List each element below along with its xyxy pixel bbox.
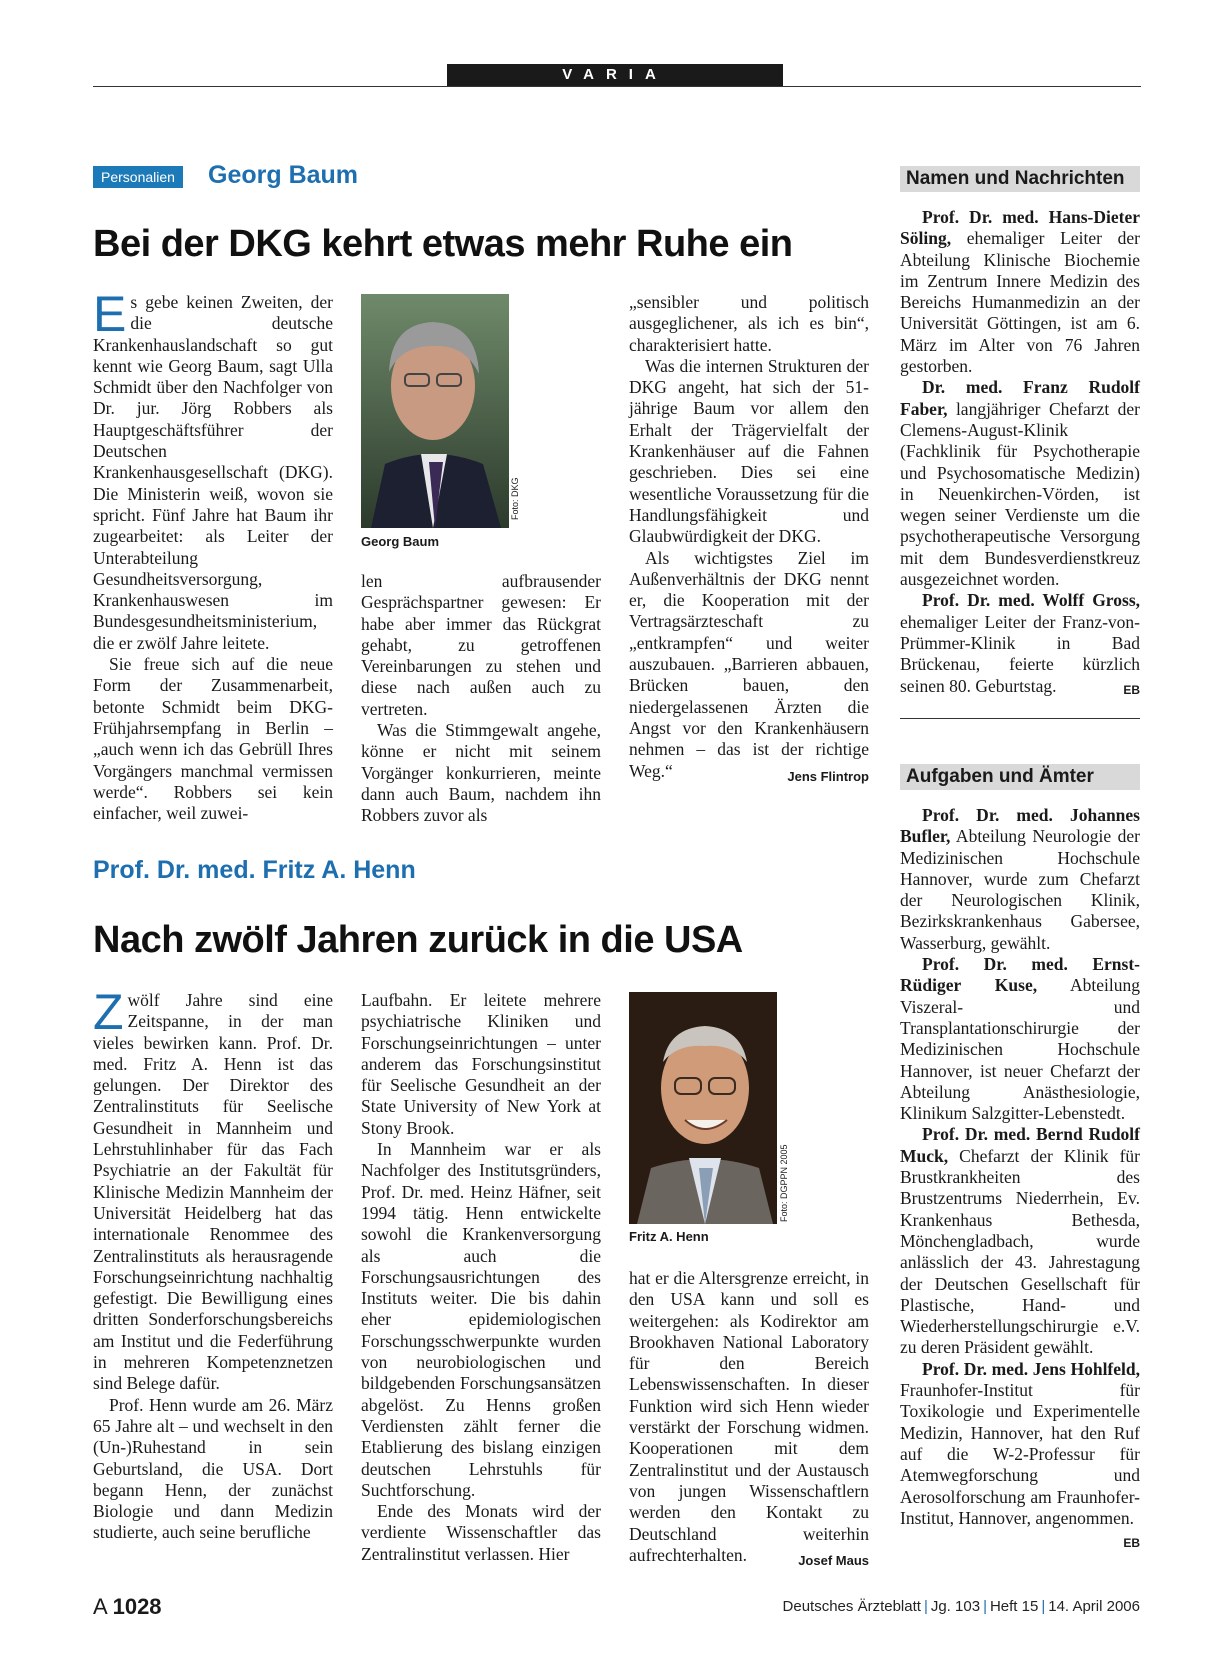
sidebar-entry xyxy=(900,1358,1140,1551)
article2-col1-p2: Prof. Henn wurde am 26. März 65 Jahre alt – und wechselt in den (Un-)Ruhestand in sein Geburtsland, die USA. Dort begann Henn, der zunächst Biologie und dann Medizin studierte, auch seine berufliche xyxy=(93,1394,333,1543)
article1-col1-p2: Sie freue sich auf die neue Form der Zusammenarbeit, betonte Schmidt beim DKG-Frühjahrsempfang in Berlin – „auch wenn ich das Gebrüll Ihres Vorgängers manchmal vermissen werde“. Robbers sei kein einfacher, weil zuwei- xyxy=(93,654,333,824)
entry-text: Fraunhofer-Institut für Toxikologie und Experimentelle Medizin, Hannover, hat den Ruf auf die W-2-Professur für Atemwegforschung und Aerosolforschung am Fraunhofer-Institut, Hannover, angenommen. xyxy=(900,1380,1140,1528)
volume: Jg. 103 xyxy=(930,1598,981,1615)
footer-publication-info xyxy=(783,1598,1140,1615)
article1-col3-p3: Als wichtigstes Ziel im Außenverhältnis der DKG nennt er, die Kooperation mit der Vertragsärzteschaft zu „entkrampfen“ und weiter auszubauen. „Barrieren abbauen, Brücken bauen, den niedergelassenen Ärzten die Angst vor den Krankenhäusern nehmen – das ist der richtige Weg.“ xyxy=(629,547,869,781)
sidebar-entry xyxy=(900,954,1140,1124)
entry-text: langjähriger Chefarzt der Clemens-August-Klinik (Fachklinik für Psychotherapie und Psychosomatische Medizin) in Neuenkirchen-Vörden, ist wegen seiner Verdienste um die psychotherapeutische Versorgung mit dem Bundesverdienstkreuz ausgezeichnet worden. xyxy=(900,398,1140,590)
sidebar-entry xyxy=(900,1124,1140,1358)
photo-caption: Fritz A. Henn xyxy=(629,1229,709,1244)
article2-col3 xyxy=(629,1268,869,1571)
dropcap: Z xyxy=(93,984,124,1040)
article2-col1-p1: wölf Jahre sind eine Zeitspanne, in der man vieles bewirken kann. Prof. Dr. med. Fritz A. Henn ist das gelungen. Der Direktor des Zentralinstituts für Seelische Gesundheit in Mannheim und Lehrstuhlinhaber für das Fach Psychiatrie an der Fakultät für Klinische Medizin Mannheim der Universität Heidelberg hat das internationale Renommee des Zentralinstituts als herausragende Forschungseinrichtung nachhaltig gefestigt. Die Bewilligung eines dritten Sonderforschungsbereichs am Institut und die Federführung in mehreren Kompetenznetzen sind Belege dafür. xyxy=(93,990,333,1394)
sidebar-author: EB xyxy=(1123,1536,1140,1551)
article1-headline: Bei der DKG kehrt etwas mehr Ruhe ein xyxy=(93,223,793,265)
namen-nachrichten-box xyxy=(900,207,1140,701)
article1-author: Jens Flintrop xyxy=(787,768,869,784)
issue-date: 14. April 2006 xyxy=(1048,1598,1140,1615)
article1-col2-p2: Was die Stimmgewalt angehe, könne er nicht mit seinem Vorgänger konkurrieren, meinte dann auch Baum, nachdem ihn Robbers zuvor als xyxy=(361,720,601,826)
article2-kicker: Prof. Dr. med. Fritz A. Henn xyxy=(93,856,416,884)
person-name: Prof. Dr. med. Bernd Rudolf Muck, xyxy=(900,1124,1140,1166)
sidebar-entry xyxy=(900,377,1140,590)
photo-credit: Foto: DKG xyxy=(510,477,520,520)
sidebar-author: EB xyxy=(1123,682,1140,697)
entry-text: ehemaliger Leiter der Abteilung Klinische Biochemie im Zentrum Innere Medizin des Bereichs Humanmedizin an der Universität Göttingen, ist am 6. März im Alter von 76 Jahren gestorben. xyxy=(900,228,1140,377)
article1-col3 xyxy=(629,292,869,787)
georg-baum-photo xyxy=(361,294,509,528)
article2-col2-p3: Ende des Monats wird der verdiente Wissenschaftler das Zentralinstitut verlassen. Hier xyxy=(361,1501,601,1564)
article2-col2-p2: In Mannheim war er als Nachfolger des Institutsgründers, Prof. Dr. med. Heinz Häfner, seit 1994 tätig. Henn entwickelte sowohl die Krankenversorgung als auch die Forschungsausrichtungen des Instituts weiter. Die bis dahin eher epidemiologischen Forschungsschwerpunkte wurden von neurobiologischen und bildgebenden Forschungsansätzen abgelöst. Zu Henns großen Verdiensten zählt ferner die Etablierung des bislang einzigen deutschen Lehrstuhls für Suchtforschung. xyxy=(361,1139,601,1500)
article2-col1 xyxy=(93,984,333,1544)
page-number-value: 1028 xyxy=(112,1594,162,1619)
separator: | xyxy=(923,1598,928,1615)
sidebar-entry xyxy=(900,805,1140,954)
section-label: VARIA xyxy=(447,64,783,86)
journal-name: Deutsches Ärzteblatt xyxy=(782,1598,921,1615)
sidebar-divider xyxy=(900,718,1140,719)
article2-col3-p1: hat er die Altersgrenze erreicht, in den USA kann und soll es weitergehen: als Kodirektor am Brookhaven National Laboratory für den Bereich Lebenswissenschaften. In dieser Funktion wird sich Henn wieder verstärkt der Forschung widmen. Kooperationen mit dem Zentralinstitut und der Austausch von jungen Wissenschaftlern werden den Kontakt zu Deutschland weiterhin aufrechterhalten. xyxy=(629,1268,869,1565)
sidebar-entry xyxy=(900,590,1140,696)
article1-col2 xyxy=(361,571,601,827)
article1-col3-p2: Was die internen Strukturen der DKG angeht, hat sich der 51-jährige Baum vor allem den Erhalt der Trägervielfalt der Krankenhäuser auf die Fahnen geschrieben. Dies sei eine wesentliche Voraussetzung für die Handlungsfähigkeit und Glaubwürdigkeit der DKG. xyxy=(629,355,869,547)
separator: | xyxy=(983,1598,987,1615)
page-prefix: A xyxy=(93,1594,107,1619)
separator: | xyxy=(1041,1598,1046,1615)
issue: Heft 15 xyxy=(989,1598,1039,1615)
article2-col2-p1: Laufbahn. Er leitete mehrere psychiatrische Kliniken und Forschungseinrichtungen – unter anderem das Forschungsinstitut für Seelische Gesundheit an der State University of New York at Stony Brook. xyxy=(361,990,601,1138)
article1-col3-p1: „sensibler und politisch ausgeglichener, als ich es bin“, charakterisiert hatte. xyxy=(629,292,869,355)
article1-kicker: Georg Baum xyxy=(208,161,359,189)
person-name: Prof. Dr. med. Ernst-Rüdiger Kuse, xyxy=(900,954,1140,996)
namen-nachrichten-header: Namen und Nachrichten xyxy=(900,166,1140,192)
entry-text: ehemaliger Leiter der Franz-von-Prümmer-Klinik in Bad Brückenau, feierte kürzlich seinen 80. Geburtstag. xyxy=(900,611,1140,696)
photo-credit: Foto: DGPPN 2005 xyxy=(779,1144,789,1222)
article2-col2 xyxy=(361,990,601,1565)
person-name: Prof. Dr. med. Hans-Dieter Söling, xyxy=(900,207,1140,249)
dropcap: E xyxy=(93,286,127,342)
article1-col1-p1: s gebe keinen Zweiten, der die deutsche Krankenhauslandschaft so gut kennt wie Georg Baum, sagt Ulla Schmidt über den Nachfolger von Dr. jur. Jörg Robbers als Hauptgeschäftsführer der Deutschen Krankenhausgesellschaft (DKG). Die Ministerin weiß, wovon sie spricht. Fünf Jahre hat Baum ihr zugearbeitet: als Leiter der Unterabteilung Gesundheitsversorgung, Krankenhauswesen im Bundesgesundheitsministerium, die er zwölf Jahre leitete. xyxy=(93,292,333,653)
person-name: Prof. Dr. med. Johannes Bufler, xyxy=(900,805,1140,847)
sidebar-entry xyxy=(900,207,1140,377)
aufgaben-aemter-box xyxy=(900,805,1140,1554)
entry-text: Abteilung Viszeral- und Transplantationschirurgie der Medizinischen Hochschule Hannover, ist neuer Chefarzt der Abteilung Anästhesiologie, Klinikum Salzgitter-Lebenstedt. xyxy=(900,975,1141,1124)
photo-caption: Georg Baum xyxy=(361,534,440,549)
article1-col2-p1: len aufbrausender Gesprächspartner gewesen: Er habe aber immer das Rückgrat gehabt, zu getroffenen Vereinbarungen zu stehen und diese nach außen auch zu vertreten. xyxy=(361,571,601,719)
personalien-tag: Personalien xyxy=(93,166,183,188)
entry-text: Chefarzt der Klinik für Brustkrankheiten des Brustzentrums Niederrhein, Ev. Krankenhaus Bethesda, Mönchengladbach, wurde anlässlich der 43. Jahrestagung der Deutschen Gesellschaft für Plastische, Hand- und Wiederherstellungschirurgie e.V. zu deren Präsident gewählt. xyxy=(900,1145,1140,1358)
article1-col1 xyxy=(93,286,333,824)
header-rule xyxy=(93,86,1141,87)
fritz-henn-photo xyxy=(629,992,777,1224)
aufgaben-aemter-header: Aufgaben und Ämter xyxy=(900,764,1140,790)
person-name: Prof. Dr. med. Wolff Gross, xyxy=(922,590,1140,611)
page-number xyxy=(93,1594,162,1620)
article2-headline: Nach zwölf Jahren zurück in die USA xyxy=(93,919,743,961)
article2-author: Josef Maus xyxy=(798,1552,869,1568)
person-name: Prof. Dr. med. Jens Hohlfeld, xyxy=(922,1358,1140,1379)
entry-text: Abteilung Neurologie der Medizinischen Hochschule Hannover, wurde zum Chefarzt der Neurologischen Klinik, Bezirkskrankenhaus Gabersee, Wasserburg, gewählt. xyxy=(900,826,1140,953)
person-name: Dr. med. Franz Rudolf Faber, xyxy=(900,377,1140,419)
